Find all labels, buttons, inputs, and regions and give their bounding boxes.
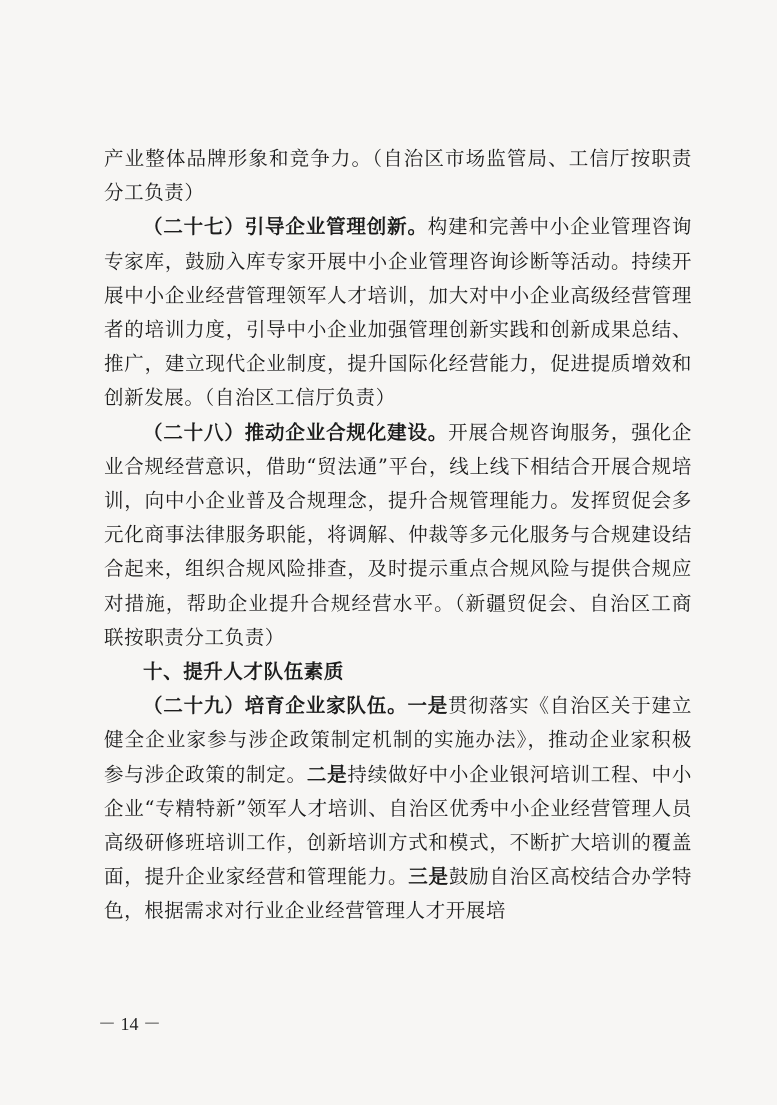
- page-number: － 14 －: [98, 1014, 161, 1034]
- part-one-text: 贯彻落实《自治区关于建立健全企业家参与涉企政策制定机制的实施办法》，推动企业家积极参与涉企政策的制定。: [104, 694, 692, 786]
- paragraph-text: 构建和完善中小企业管理咨询专家库，鼓励入库专家开展中小企业管理咨询诊断等活动。持续开展中小企业经营管理领军人才培训，加大对中小企业高级经营管理者的培训力度，引导中小企业加强管理创新实践和创新成果总结、推广，建立现代企业制度，提升国际化经营能力，促进提质增效和创新发展。（自治区工信厅负责）: [104, 215, 692, 410]
- part-two-lead: 二是: [306, 762, 348, 786]
- paragraph-continuation: [104, 142, 692, 210]
- section-heading: 十、提升人才队伍素质: [143, 660, 345, 684]
- paragraph-lead: （二十九）培育企业家队伍。: [143, 694, 408, 718]
- part-three-text: 鼓励自治区高校结合办学特色，根据需求对行业企业经营管理人才开展培: [104, 865, 693, 923]
- paragraph-lead: （二十七）引导企业管理创新。: [143, 215, 428, 239]
- part-three-lead: 三是: [408, 865, 449, 889]
- paragraph-27: [104, 210, 692, 415]
- part-two-text: 持续做好中小企业银河培训工程、中小企业“专精特新”领军人才培训、自治区优秀中小企业经营管理人员高级研修班培训工作，创新培训方式和模式，不断扩大培训的覆盖面，提升企业家经营和管理能力。: [104, 762, 693, 889]
- paragraph-29: [104, 689, 692, 928]
- body-text: [104, 142, 692, 929]
- paragraph-28: [104, 416, 692, 655]
- paragraph-text: 开展合规咨询服务，强化企业合规经营意识，借助“贸法通”平台，线上线下相结合开展合规培训，向中小企业普及合规理念，提升合规管理能力。发挥贸促会多元化商事法律服务职能，将调解、仲裁等多元化服务与合规建设结合起来，组织合规风险排查，及时提示重点合规风险与提供合规应对措施，帮助企业提升合规经营水平。（新疆贸促会、自治区工商联按职责分工负责）: [104, 420, 692, 649]
- paragraph-text: 产业整体品牌形象和竞争力。（自治区市场监管局、工信厅按职责分工负责）: [104, 147, 692, 205]
- paragraph-lead: （二十八）推动企业合规化建设。: [143, 420, 449, 444]
- part-one-lead: 一是: [407, 694, 449, 718]
